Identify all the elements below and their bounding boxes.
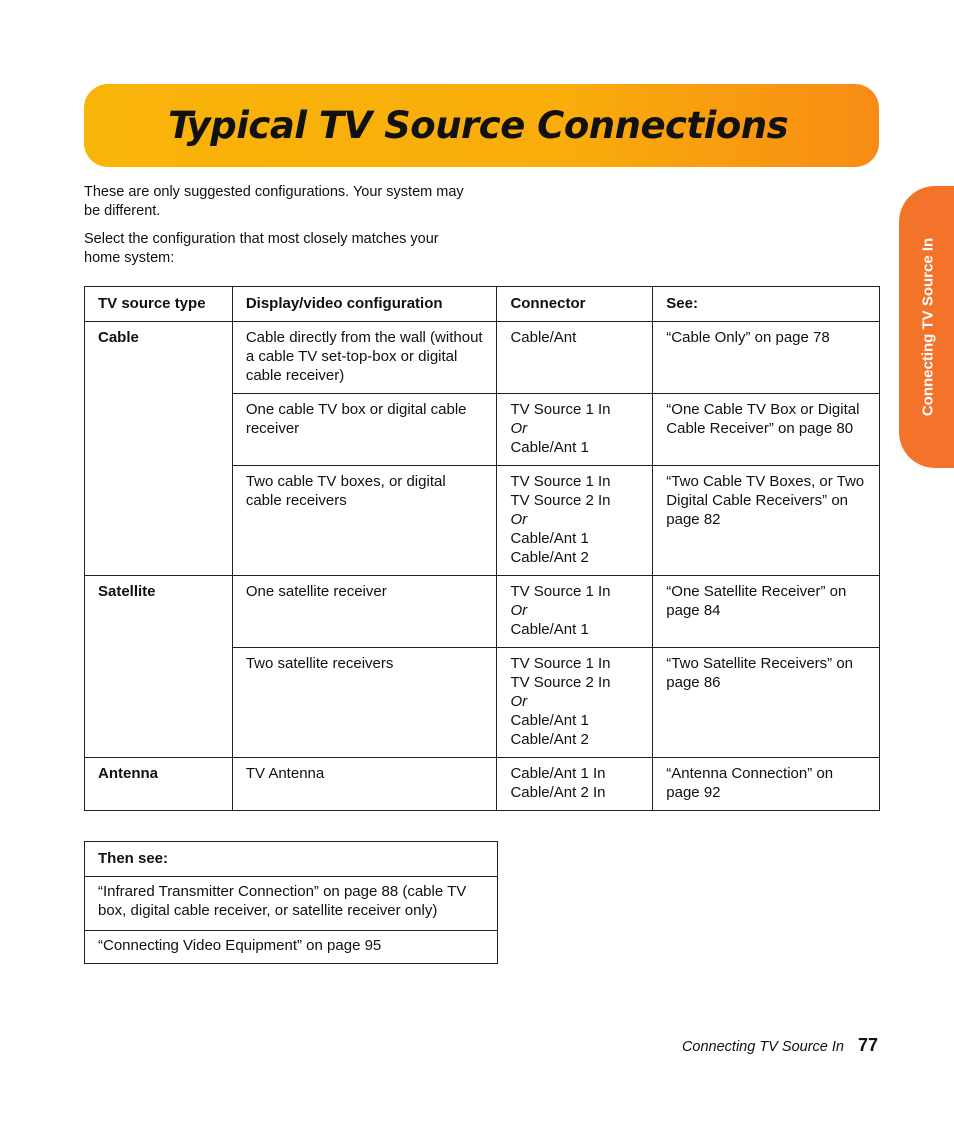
see-cell: “Two Satellite Receivers” on page 86 bbox=[653, 648, 880, 758]
connector-line: TV Source 1 In bbox=[510, 473, 611, 490]
connector-line: Cable/Ant 2 bbox=[510, 731, 589, 748]
connector-line: TV Source 1 In bbox=[510, 401, 611, 418]
header-see: See: bbox=[653, 287, 880, 322]
connector-line: Cable/Ant 2 bbox=[510, 549, 589, 566]
table-row bbox=[85, 877, 498, 931]
connector-cell bbox=[497, 322, 653, 394]
table-header-row bbox=[85, 287, 880, 322]
source-type-cable: Cable bbox=[85, 322, 233, 576]
source-type-satellite: Satellite bbox=[85, 576, 233, 758]
connector-cell bbox=[497, 394, 653, 466]
header-display-config: Display/video configuration bbox=[232, 287, 497, 322]
then-see-cell: “Connecting Video Equipment” on page 95 bbox=[85, 931, 498, 964]
see-cell: “Two Cable TV Boxes, or Two Digital Cable Receivers” on page 82 bbox=[653, 466, 880, 576]
connector-line: Cable/Ant 1 bbox=[510, 530, 589, 547]
header-tv-source-type: TV source type bbox=[85, 287, 233, 322]
see-cell: “Cable Only” on page 78 bbox=[653, 322, 880, 394]
connector-cell bbox=[497, 758, 653, 811]
table-row bbox=[85, 931, 498, 964]
table-row bbox=[85, 322, 880, 394]
connector-cell bbox=[497, 648, 653, 758]
page-number: 77 bbox=[857, 1035, 878, 1055]
intro-paragraph-1: These are only suggested configurations. Your system may be different. bbox=[84, 184, 464, 219]
config-cell: Cable directly from the wall (without a cable TV set-top-box or digital cable receiver) bbox=[232, 322, 497, 394]
connector-line: Cable/Ant 2 In bbox=[510, 784, 606, 801]
header-connector: Connector bbox=[497, 287, 653, 322]
chapter-side-tab bbox=[899, 186, 954, 468]
connector-or: Or bbox=[510, 511, 528, 528]
see-cell: “One Satellite Receiver” on page 84 bbox=[653, 576, 880, 648]
connector-cell bbox=[497, 466, 653, 576]
config-cell: Two cable TV boxes, or digital cable receivers bbox=[232, 466, 497, 576]
connector-line: TV Source 1 In bbox=[510, 583, 611, 600]
then-see-cell: “Infrared Transmitter Connection” on page 88 (cable TV box, digital cable receiver, or satellite receiver only) bbox=[85, 877, 498, 931]
connector-or: Or bbox=[510, 693, 528, 710]
table-header-row bbox=[85, 842, 498, 877]
connector-line: Cable/Ant 1 bbox=[510, 712, 589, 729]
connector-line: Cable/Ant 1 bbox=[510, 439, 589, 456]
see-cell: “One Cable TV Box or Digital Cable Receiver” on page 80 bbox=[653, 394, 880, 466]
source-type-antenna: Antenna bbox=[85, 758, 233, 811]
connector-line: Cable/Ant 1 In bbox=[510, 765, 606, 782]
config-cell: Two satellite receivers bbox=[232, 648, 497, 758]
footer-section-name: Connecting TV Source In bbox=[681, 1039, 844, 1055]
config-cell: One cable TV box or digital cable receiver bbox=[232, 394, 497, 466]
connector-line: Cable/Ant bbox=[510, 329, 577, 346]
config-cell: One satellite receiver bbox=[232, 576, 497, 648]
connector-line: TV Source 1 In bbox=[510, 655, 611, 672]
title-banner bbox=[84, 84, 879, 167]
see-cell: “Antenna Connection” on page 92 bbox=[653, 758, 880, 811]
connector-or: Or bbox=[510, 602, 528, 619]
page-title: Typical TV Source Connections bbox=[168, 104, 789, 147]
connector-or: Or bbox=[510, 420, 528, 437]
connector-line: Cable/Ant 1 bbox=[510, 621, 589, 638]
table-row bbox=[85, 576, 880, 648]
then-see-table bbox=[84, 841, 498, 964]
chapter-side-tab-label: Connecting TV Source In bbox=[919, 237, 937, 417]
table-row bbox=[85, 758, 880, 811]
config-cell: TV Antenna bbox=[232, 758, 497, 811]
connector-line: TV Source 2 In bbox=[510, 492, 611, 509]
intro-paragraph-2: Select the configuration that most closely matches your home system: bbox=[84, 231, 439, 266]
header-then-see: Then see: bbox=[85, 842, 498, 877]
page-footer bbox=[682, 1035, 878, 1056]
connector-cell bbox=[497, 576, 653, 648]
connector-line: TV Source 2 In bbox=[510, 674, 611, 691]
connections-table bbox=[84, 286, 880, 811]
